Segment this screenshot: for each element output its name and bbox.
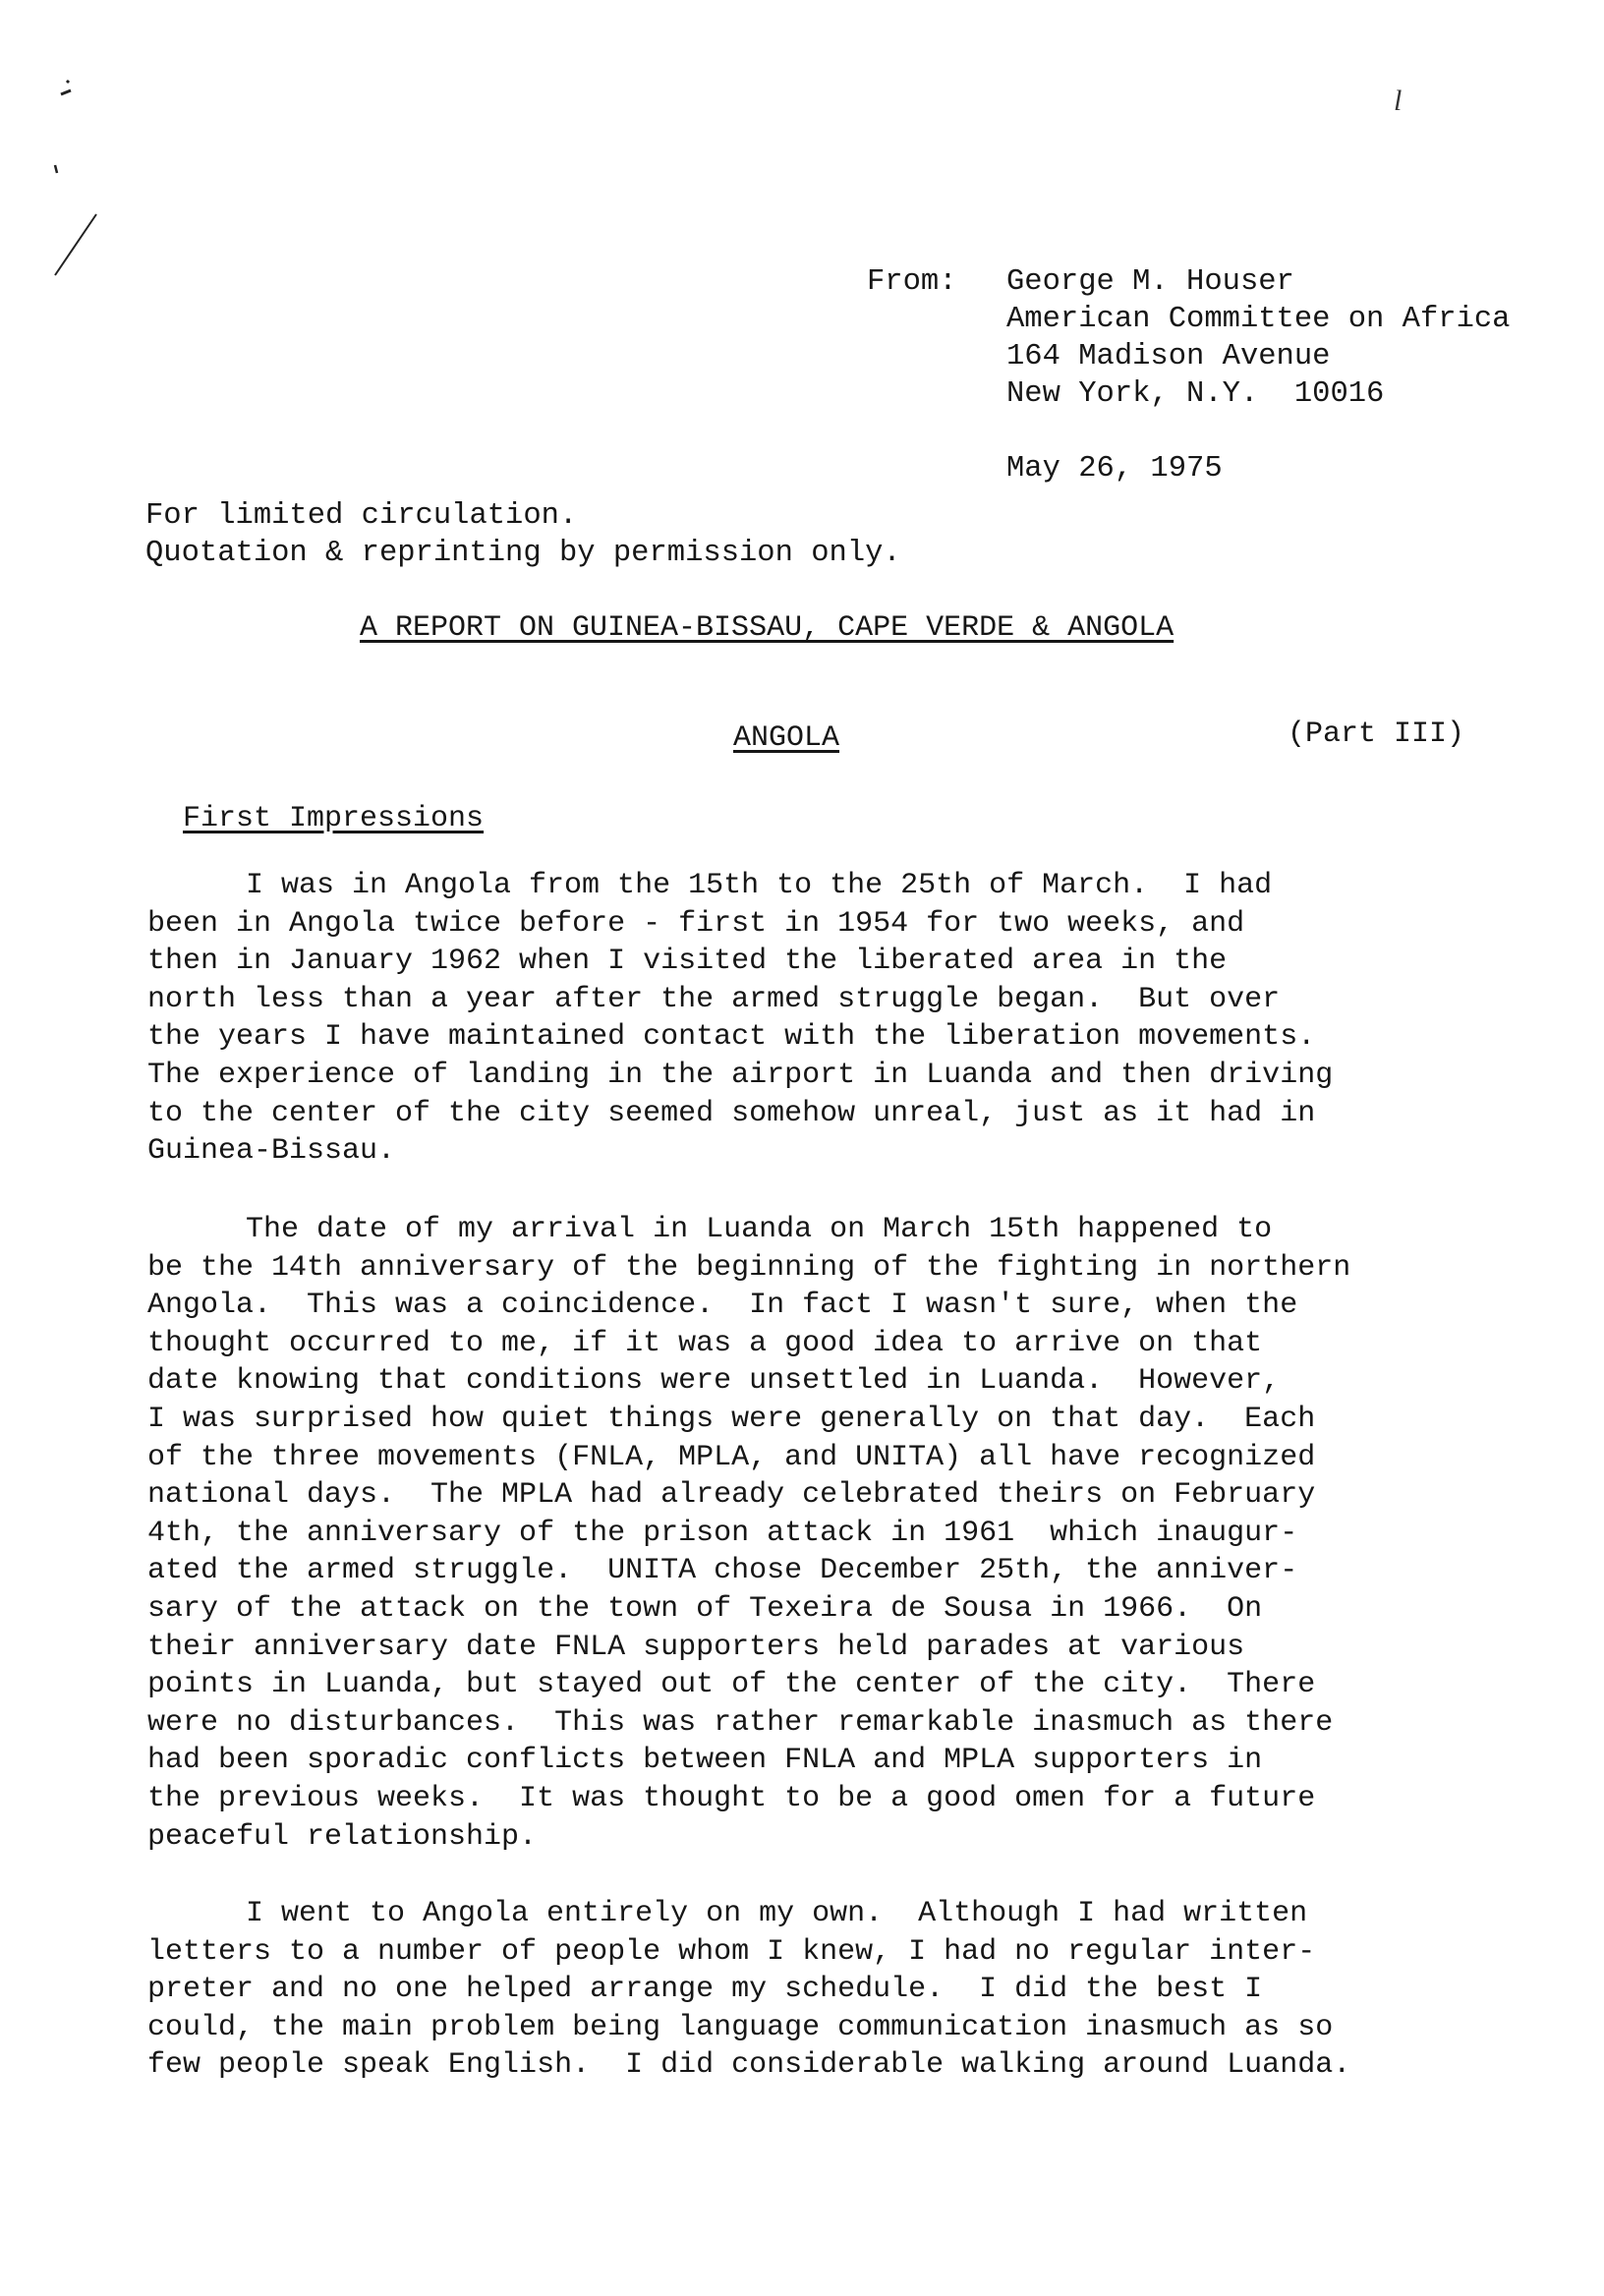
report-title: A REPORT ON GUINEA-BISSAU, CAPE VERDE & ANGOLA	[360, 611, 1174, 645]
margin-tick-mark	[55, 165, 57, 173]
paragraph-line: the previous weeks. It was thought to be a good omen for a future	[147, 1781, 1316, 1815]
paragraph	[147, 1211, 1350, 1856]
paragraph-line: of the three movements (FNLA, MPLA, and UNITA) all have recognized	[147, 1440, 1316, 1474]
sender-street: 164 Madison Avenue	[1006, 340, 1331, 373]
paragraph-line: sary of the attack on the town of Texeira de Sousa in 1966. On	[147, 1591, 1263, 1626]
paragraph-line: been in Angola twice before - first in 1954 for two weeks, and	[147, 906, 1245, 941]
sender-organization: American Committee on Africa	[1006, 303, 1511, 336]
paragraph-line: north less than a year after the armed struggle began. But over	[147, 982, 1281, 1016]
paragraph-line: points in Luanda, but stayed out of the center of the city. There	[147, 1668, 1316, 1702]
paragraph	[147, 867, 1333, 1171]
page-number: l	[1394, 85, 1403, 117]
paragraph-line: date knowing that conditions were unsettled in Luanda. However,	[147, 1364, 1281, 1399]
sender-address	[1006, 263, 1510, 413]
margin-slash-mark	[55, 214, 96, 275]
paragraph-line: to the center of the city seemed somehow unreal, just as it had in	[147, 1096, 1316, 1130]
paragraph-line: Angola. This was a coincidence. In fact I wasn't sure, when the	[147, 1289, 1298, 1323]
part-label: (Part III)	[1288, 718, 1465, 751]
paragraph-line: I was in Angola from the 15th to the 25th of March. I had	[246, 869, 1273, 902]
paragraph-line: national days. The MPLA had already celebrated theirs on February	[147, 1478, 1316, 1513]
paragraph-line: ated the armed struggle. UNITA chose December 25th, the anniver-	[147, 1554, 1298, 1588]
section-title: ANGOLA	[733, 721, 840, 755]
margin-pen-marks	[0, 0, 138, 295]
sender-label: From:	[867, 265, 957, 299]
paragraph-line: could, the main problem being language communication inasmuch as so	[147, 2010, 1334, 2044]
paragraph-line: the years I have maintained contact with the liberation movements.	[147, 1020, 1316, 1055]
paragraph-line: had been sporadic conflicts between FNLA and MPLA supporters in	[147, 1744, 1263, 1778]
circulation-notice	[145, 497, 901, 572]
paragraph-line: 4th, the anniversary of the prison attack in 1961 which inaugur-	[147, 1516, 1298, 1550]
paragraph-line: Guinea-Bissau.	[147, 1134, 396, 1169]
paragraph-line: I was surprised how quiet things were generally on that day. Each	[147, 1402, 1316, 1436]
subheading: First Impressions	[183, 802, 485, 835]
circulation-line: Quotation & reprinting by permission only.	[145, 537, 901, 570]
paragraph-line: then in January 1962 when I visited the liberated area in the	[147, 945, 1228, 979]
margin-dash-mark	[61, 81, 71, 94]
paragraph-line: I went to Angola entirely on my own. Although I had written	[246, 1897, 1308, 1930]
sender-city: New York, N.Y. 10016	[1006, 377, 1385, 411]
paragraph-line: preter and no one helped arrange my schedule. I did the best I	[147, 1973, 1263, 2007]
paragraph-line: their anniversary date FNLA supporters held parades at various	[147, 1630, 1245, 1664]
paragraph-line: peaceful relationship.	[147, 1819, 538, 1854]
sender-block	[867, 263, 1510, 413]
letter-date: May 26, 1975	[1006, 452, 1223, 486]
paragraph-line: thought occurred to me, if it was a good idea to arrive on that	[147, 1326, 1263, 1360]
sender-name: George M. Houser	[1006, 265, 1294, 299]
paragraph-line: were no disturbances. This was rather remarkable inasmuch as there	[147, 1705, 1334, 1740]
circulation-line: For limited circulation.	[145, 499, 578, 533]
paragraph-line: letters to a number of people whom I knew, I had no regular inter-	[147, 1934, 1316, 1969]
paragraph-line: be the 14th anniversary of the beginning of the fighting in northern	[147, 1250, 1351, 1285]
paragraph	[147, 1895, 1350, 2085]
paragraph-line: The experience of landing in the airport in Luanda and then driving	[147, 1058, 1334, 1092]
paragraph-line: few people speak English. I did considerable walking around Luanda.	[147, 2048, 1351, 2083]
paragraph-line: The date of my arrival in Luanda on March 15th happened to	[246, 1213, 1273, 1246]
